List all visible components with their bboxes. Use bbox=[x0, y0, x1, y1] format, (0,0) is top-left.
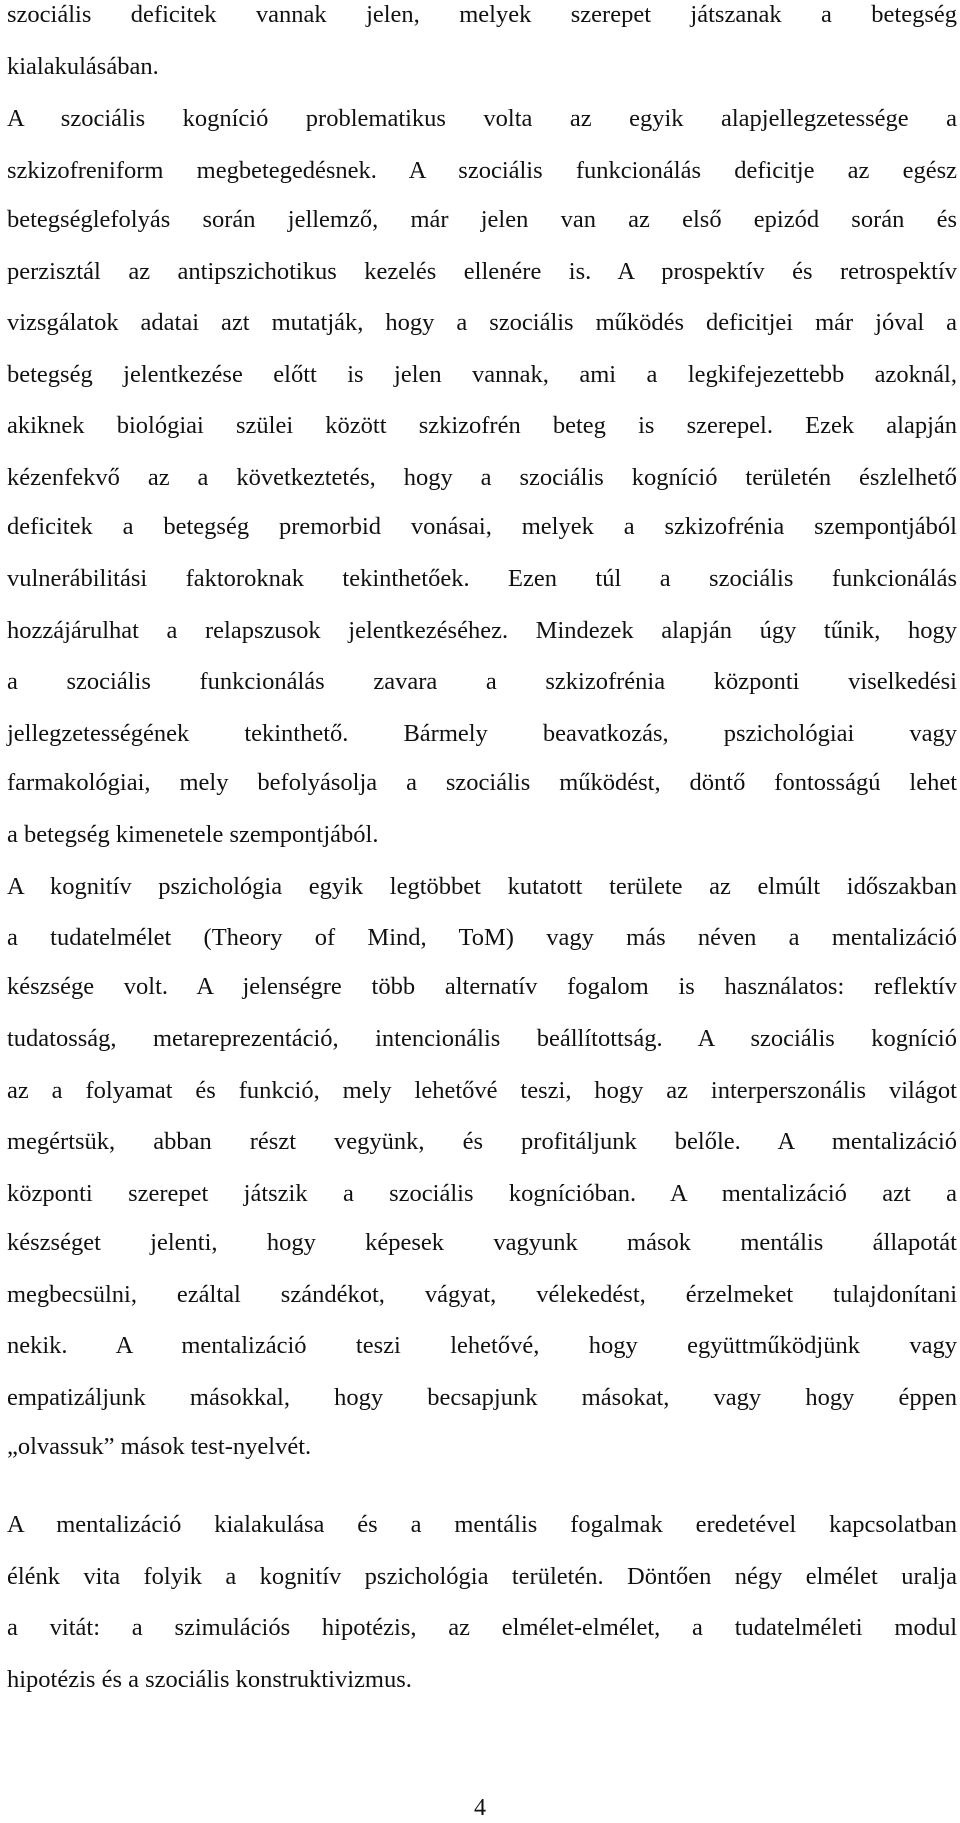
text-line: hozzájárulhat a relapszusok jelentkezéséhez. Mindezek alapján úgy tűnik, hogy bbox=[7, 617, 957, 644]
text-line: élénk vita folyik a kognitív pszichológia területén. Döntően négy elmélet uralja bbox=[7, 1563, 957, 1590]
text-line: szociális deficitek vannak jelen, melyek szerepet játszanak a betegség bbox=[7, 1, 957, 28]
text-line: megbecsülni, ezáltal szándékot, vágyat, vélekedést, érzelmeket tulajdonítani bbox=[7, 1281, 957, 1308]
text-line: készséget jelenti, hogy képesek vagyunk mások mentális állapotát bbox=[7, 1229, 957, 1256]
text-line: farmakológiai, mely befolyásolja a szociális működést, döntő fontosságú lehet bbox=[7, 769, 957, 796]
text-line: az a folyamat és funkció, mely lehetővé teszi, hogy az interperszonális világot bbox=[7, 1077, 957, 1104]
text-line: A mentalizáció kialakulása és a mentális fogalmak eredetével kapcsolatban bbox=[7, 1511, 957, 1538]
text-line: jellegzetességének tekinthető. Bármely beavatkozás, pszichológiai vagy bbox=[7, 720, 957, 747]
text-line: empatizáljunk másokkal, hogy becsapjunk másokat, vagy hogy éppen bbox=[7, 1384, 957, 1411]
text-line: A kognitív pszichológia egyik legtöbbet kutatott területe az elmúlt időszakban bbox=[7, 873, 957, 900]
text-line: hipotézis és a szociális konstruktivizmus. bbox=[7, 1666, 412, 1693]
text-line: a szociális funkcionálás zavara a szkizofrénia központi viselkedési bbox=[7, 668, 957, 695]
text-line: vulnerábilitási faktoroknak tekinthetőek. Ezen túl a szociális funkcionálás bbox=[7, 565, 957, 592]
text-line: vizsgálatok adatai azt mutatják, hogy a szociális működés deficitjei már jóval a bbox=[7, 309, 957, 336]
text-line: a betegség kimenetele szempontjából. bbox=[7, 821, 379, 848]
text-line: nekik. A mentalizáció teszi lehetővé, hogy együttműködjünk vagy bbox=[7, 1332, 957, 1359]
text-line: „olvassuk” mások test-nyelvét. bbox=[7, 1433, 312, 1460]
text-line: a vitát: a szimulációs hipotézis, az elmélet-elmélet, a tudatelméleti modul bbox=[7, 1614, 957, 1641]
text-line: központi szerepet játszik a szociális kognícióban. A mentalizáció azt a bbox=[7, 1180, 957, 1207]
text-line: készsége volt. A jelenségre több alternatív fogalom is használatos: reflektív bbox=[7, 973, 957, 1000]
text-line: kialakulásában. bbox=[7, 53, 159, 80]
text-line: kézenfekvő az a következtetés, hogy a szociális kogníció területén észlelhető bbox=[7, 464, 957, 491]
text-line: deficitek a betegség premorbid vonásai, melyek a szkizofrénia szempontjából bbox=[7, 513, 957, 540]
text-line: A szociális kogníció problematikus volta az egyik alapjellegzetessége a bbox=[7, 105, 957, 132]
text-line: betegség jelentkezése előtt is jelen vannak, ami a legkifejezettebb azoknál, bbox=[7, 361, 957, 388]
text-line: perzisztál az antipszichotikus kezelés ellenére is. A prospektív és retrospektív bbox=[7, 258, 957, 285]
text-line: akiknek biológiai szülei között szkizofrén beteg is szerepel. Ezek alapján bbox=[7, 412, 957, 439]
text-line: megértsük, abban részt vegyünk, és profitáljunk belőle. A mentalizáció bbox=[7, 1128, 957, 1155]
text-line: a tudatelmélet (Theory of Mind, ToM) vagy más néven a mentalizáció bbox=[7, 924, 957, 951]
text-line: tudatosság, metareprezentáció, intencionális beállítottság. A szociális kogníció bbox=[7, 1025, 957, 1052]
page-number: 4 bbox=[474, 1795, 486, 1821]
text-line: szkizofreniform megbetegedésnek. A szociális funkcionálás deficitje az egész bbox=[7, 157, 957, 184]
text-line: betegséglefolyás során jellemző, már jelen van az első epizód során és bbox=[7, 206, 957, 233]
